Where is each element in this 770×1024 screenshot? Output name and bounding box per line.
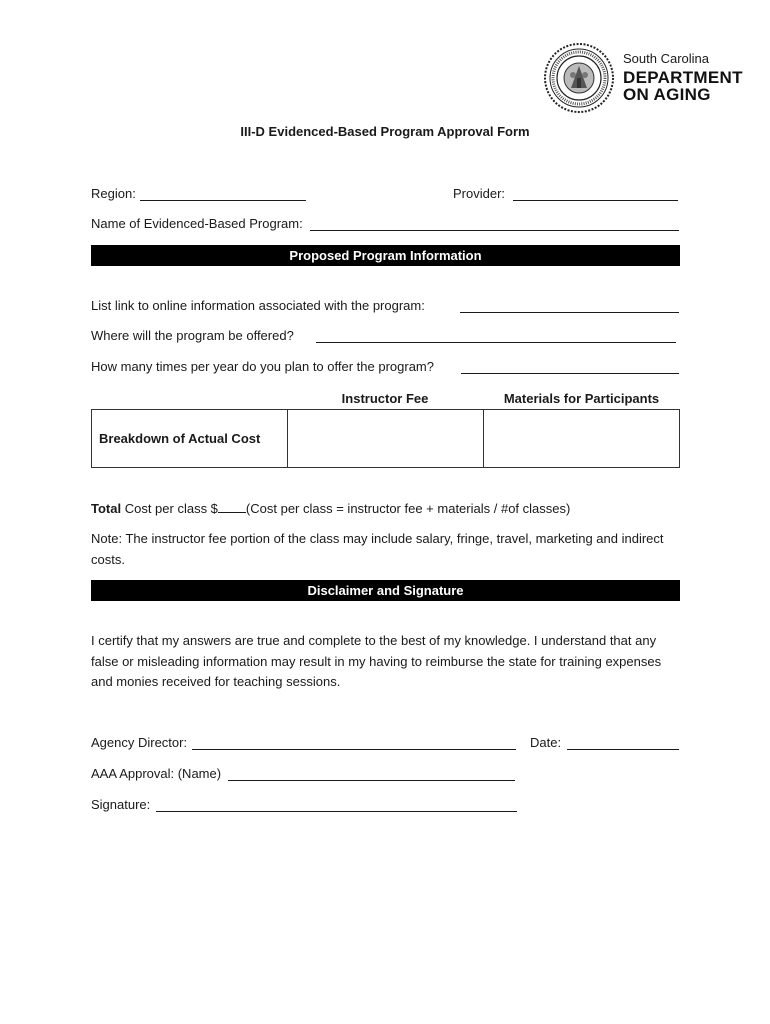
logo-state-name: South Carolina xyxy=(623,51,709,66)
total-label: Total xyxy=(91,501,122,516)
total-cost-field[interactable] xyxy=(218,500,246,513)
provider-field[interactable] xyxy=(513,200,678,201)
agency-director-label: Agency Director: xyxy=(91,735,188,750)
total-text: Cost per class $ xyxy=(121,501,218,516)
aaa-approval-label: AAA Approval: (Name) xyxy=(91,766,222,781)
instructor-fee-header: Instructor Fee xyxy=(341,391,429,406)
signature-field[interactable] xyxy=(156,811,517,812)
disclaimer-header: Disclaimer and Signature xyxy=(91,580,680,601)
logo-line-1: DEPARTMENT xyxy=(623,68,743,87)
aaa-approval-field[interactable] xyxy=(228,780,515,781)
proposed-program-header: Proposed Program Information xyxy=(91,245,680,266)
date-field[interactable] xyxy=(567,749,679,750)
cost-breakdown-table xyxy=(91,409,680,468)
materials-header: Materials for Participants xyxy=(503,391,660,406)
agency-logo xyxy=(623,51,743,103)
region-field[interactable] xyxy=(140,200,306,201)
instructor-fee-note: Note: The instructor fee portion of the class may include salary, fringe, travel, marketing and indirect costs. xyxy=(91,531,664,567)
materials-cell[interactable] xyxy=(484,410,679,467)
form-title: III-D Evidenced-Based Program Approval Form xyxy=(240,124,530,139)
where-field[interactable] xyxy=(316,342,676,343)
date-label: Date: xyxy=(530,735,562,750)
times-question: How many times per year do you plan to offer the program? xyxy=(91,359,434,374)
link-field[interactable] xyxy=(460,312,679,313)
logo-line-2: ON AGING xyxy=(623,85,711,104)
link-question: List link to online information associated with the program: xyxy=(91,298,425,313)
times-field[interactable] xyxy=(461,373,679,374)
provider-label: Provider: xyxy=(453,186,506,201)
total-formula: (Cost per class = instructor fee + materials / #of classes) xyxy=(245,501,571,516)
breakdown-row-label: Breakdown of Actual Cost xyxy=(99,431,261,446)
signature-label: Signature: xyxy=(91,797,151,812)
state-seal-icon xyxy=(543,42,615,114)
program-name-field[interactable] xyxy=(310,230,679,231)
total-cost-line xyxy=(91,500,570,517)
region-label: Region: xyxy=(91,186,136,201)
agency-director-field[interactable] xyxy=(192,749,516,750)
program-name-label: Name of Evidenced-Based Program: xyxy=(91,216,303,231)
instructor-fee-cell[interactable] xyxy=(288,410,483,467)
where-question: Where will the program be offered? xyxy=(91,328,294,343)
certification-text: I certify that my answers are true and complete to the best of my knowledge. I understand that any false or misleading information may result in my having to reimburse the state for training expenses and monies received for teaching sessions. xyxy=(91,633,662,689)
